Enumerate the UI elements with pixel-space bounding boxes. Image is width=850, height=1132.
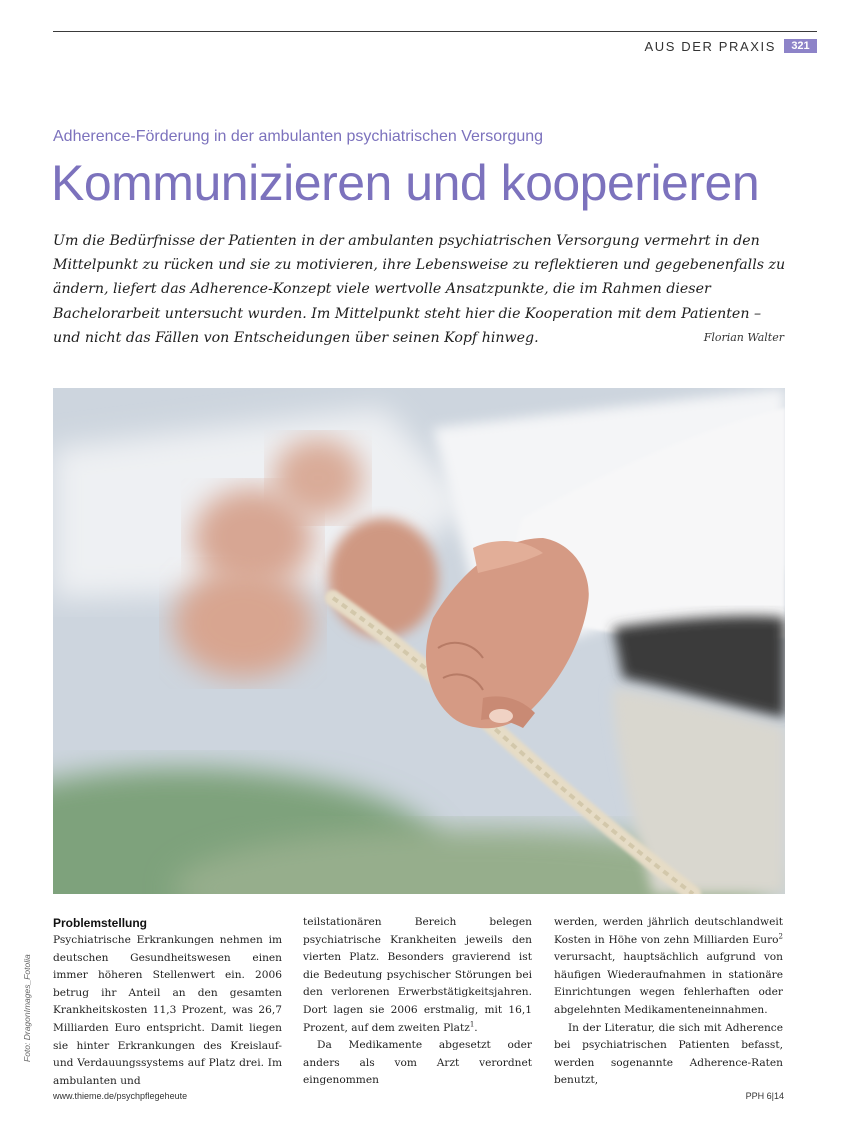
- body-paragraph: Da Medikamente abgesetzt oder anders als vom Arzt verordnet eingenommen: [303, 1039, 532, 1087]
- page-number-badge: 321: [784, 39, 817, 53]
- body-column-3: [554, 914, 783, 1090]
- section-label: AUS DER PRAXIS: [644, 39, 776, 54]
- body-paragraph: In der Literatur, die sich mit Adherence bei psychiatrischen Patienten befasst, werden sogenannte Adherence-Raten benutzt,: [554, 1021, 783, 1087]
- footnote-ref[interactable]: 1: [469, 1020, 475, 1029]
- hand-blur-2: [328, 518, 438, 638]
- header-rule: [53, 31, 817, 32]
- body-column-1: [53, 914, 282, 1090]
- photo-credit: Foto: DragonImages_Fotolia: [22, 954, 32, 1062]
- article-photo-hands-pulling-rope: [53, 388, 785, 894]
- footer-issue: PPH 6|14: [745, 1091, 784, 1101]
- body-text: teilstationären Bereich belegen psychiatrische Krankheiten jeweils den vierten Platz. Besonders gravierend ist die Bedeutung psychischer Störungen bei den verlorenen Erwerbstätigkeitsjahren. Dort lagen sie 2006 erstmalig, mit 16,1 Prozent, auf dem zweiten Platz: [303, 916, 532, 1034]
- article-lead: Um die Bedürfnisse der Patienten in der ambulanten psychiatrischen Versorgung vermehrt in den Mittelpunkt zu rücken und sie zu motivieren, ihre Lebensweise zu reflektieren und gegebenenfalls zu ändern, liefert das Adherence-Konzept viele wertvolle Ansatzpunkte, die im Rahmen dieser Bachelorarbeit untersucht wurden. Im Mittelpunkt steht hier die Kooperation mit dem Patienten – und nicht das Fällen von Entscheidungen über seinen Kopf hinweg.: [53, 233, 786, 346]
- body-paragraph: [303, 914, 532, 1037]
- footnote-ref[interactable]: 2: [778, 932, 783, 941]
- article-title: Kommunizieren und kooperieren: [51, 155, 760, 211]
- article-kicker: Adherence-Förderung in der ambulanten psychiatrischen Versorgung: [53, 128, 544, 145]
- body-paragraph: [554, 914, 783, 1020]
- fingernail: [489, 709, 513, 723]
- photo-illustration: [53, 388, 785, 894]
- section-heading-problemstellung: Problemstellung: [53, 916, 148, 930]
- body-text: .: [474, 1021, 478, 1034]
- body-text: verursacht, hauptsächlich aufgrund von häufigen Wiederaufnahmen in stationäre Einrichtungen wegen fehlerhaften oder abgelehnten Medikamenteneinnahmen.: [554, 951, 783, 1016]
- body-paragraph: Psychiatrische Erkrankungen nehmen im deutschen Gesundheitswesen einen immer höheren Stellenwert ein. 2006 betrug ihr Anteil an den gesamten Krankheitskosten 11,3 Prozent, was 26,7 Milliarden Euro entspricht. Damit liegen sie hinter Erkrankungen des Kreislauf- und Verdauungssystems auf Platz drei. Im ambulanten und: [53, 934, 282, 1087]
- body-column-2: [303, 914, 532, 1090]
- footer-url-link[interactable]: www.thieme.de/psychpflegeheute: [53, 1091, 188, 1101]
- body-text: werden, werden jährlich deutschlandweit Kosten in Höhe von zehn Milliarden Euro: [554, 916, 783, 946]
- article-author: Florian Walter: [703, 331, 784, 344]
